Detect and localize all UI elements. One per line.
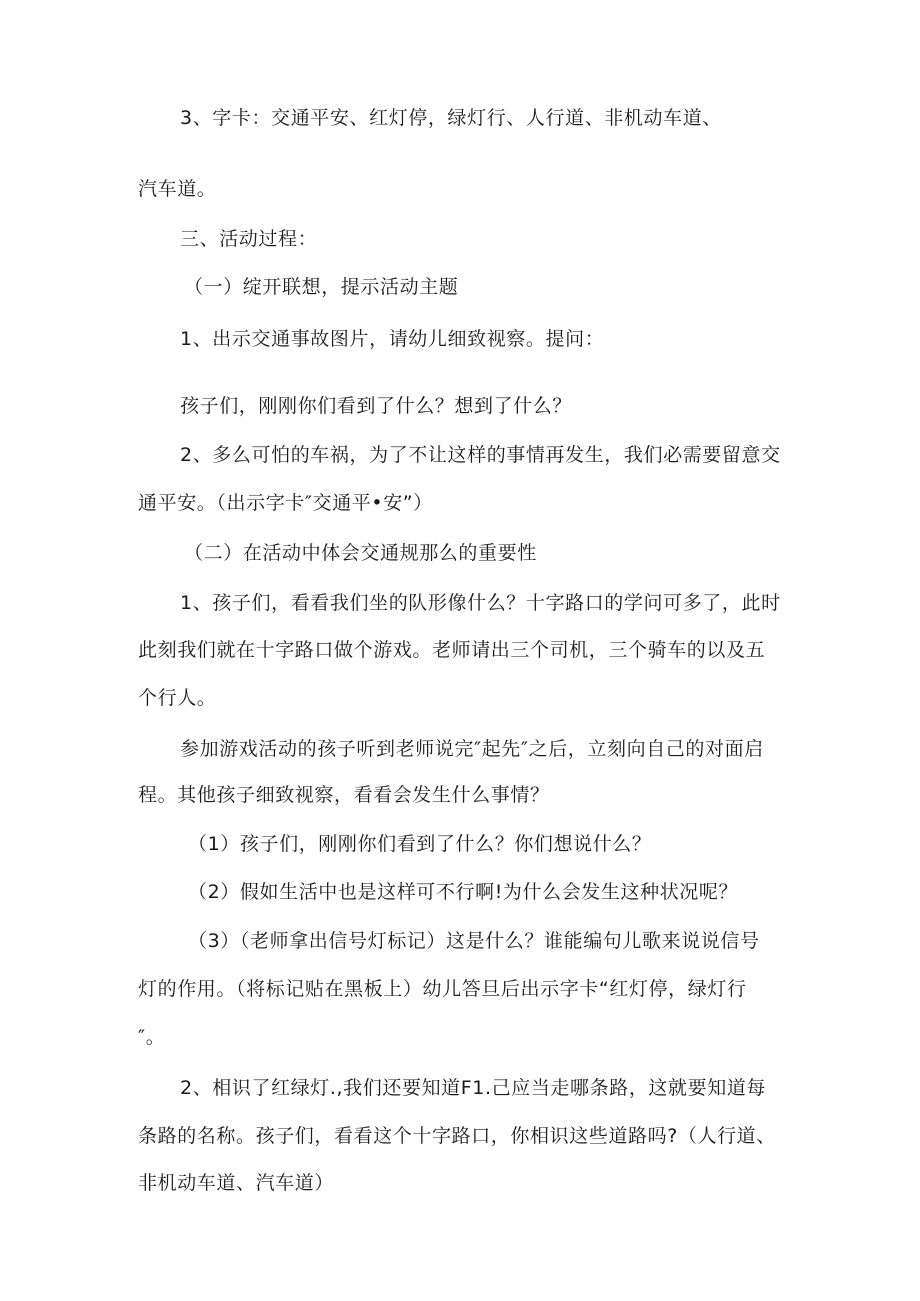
text-line-6: 孩子们，刚刚你们看到了什么？想到了什么？ [180,395,573,417]
text-line-22: 非机动车道、汽车道） [138,1172,335,1194]
text-line-19: ″。 [138,1026,166,1048]
text-line-14: 程。其他孩子细致视察，看看会发生什么事情？ [138,784,550,806]
section-heading-activity-process: 三、活动过程： [180,228,318,250]
text-line-8: 通平安。（出示字卡″交通平•安”） [138,492,433,514]
question-3: （3）（老师拿出信号灯标记）这是什么？谁能编句儿歌来说说信号 [188,930,760,952]
text-line-10: 1、孩子们，看看我们坐的队形像什么？十字路口的学问可多了，此时 [180,592,781,614]
text-line-5: 1、出示交通事故图片，请幼儿细致视察。提问： [180,328,605,350]
subsection-heading-2: （二）在活动中体会交通规那么的重要性 [184,542,537,564]
text-line-7: 2、多么可怕的车祸，为了不让这样的事情再发生，我们必需要留意交 [180,444,781,466]
text-line-13: 参加游戏活动的孩子听到老师说完″起先″之后，立刻向自己的对面启 [180,738,764,760]
question-1: （1）孩子们，刚刚你们看到了什么？你们想说什么？ [188,833,652,855]
question-2: （2）假如生活中也是这样可不行啊!为什么会发生这种状况呢？ [188,881,739,903]
subsection-heading-1: （一）绽开联想，提示活动主题 [184,276,459,298]
text-line-11: 此刻我们就在十字路口做个游戏。老师请出三个司机，三个骑车的以及五 [138,639,766,661]
text-line-12: 个行人。 [138,687,217,709]
text-line-21: 条路的名称。孩子们，看看这个十字路口，你相识这些道路吗?（人行道、 [138,1125,776,1147]
text-line-18: 灯的作用。（将标记贴在黑板上）幼儿答旦后出示字卡“红灯停，绿灯行 [138,978,747,1000]
text-line-2: 汽车道。 [138,178,217,200]
text-line-1: 3、字卡：交通平安、红灯停，绿灯行、人行道、非机动车道、 [180,107,722,129]
text-line-20: 2、相识了红绿灯.,我们还要知道F1.己应当走哪条路，这就要知道每 [180,1077,767,1099]
